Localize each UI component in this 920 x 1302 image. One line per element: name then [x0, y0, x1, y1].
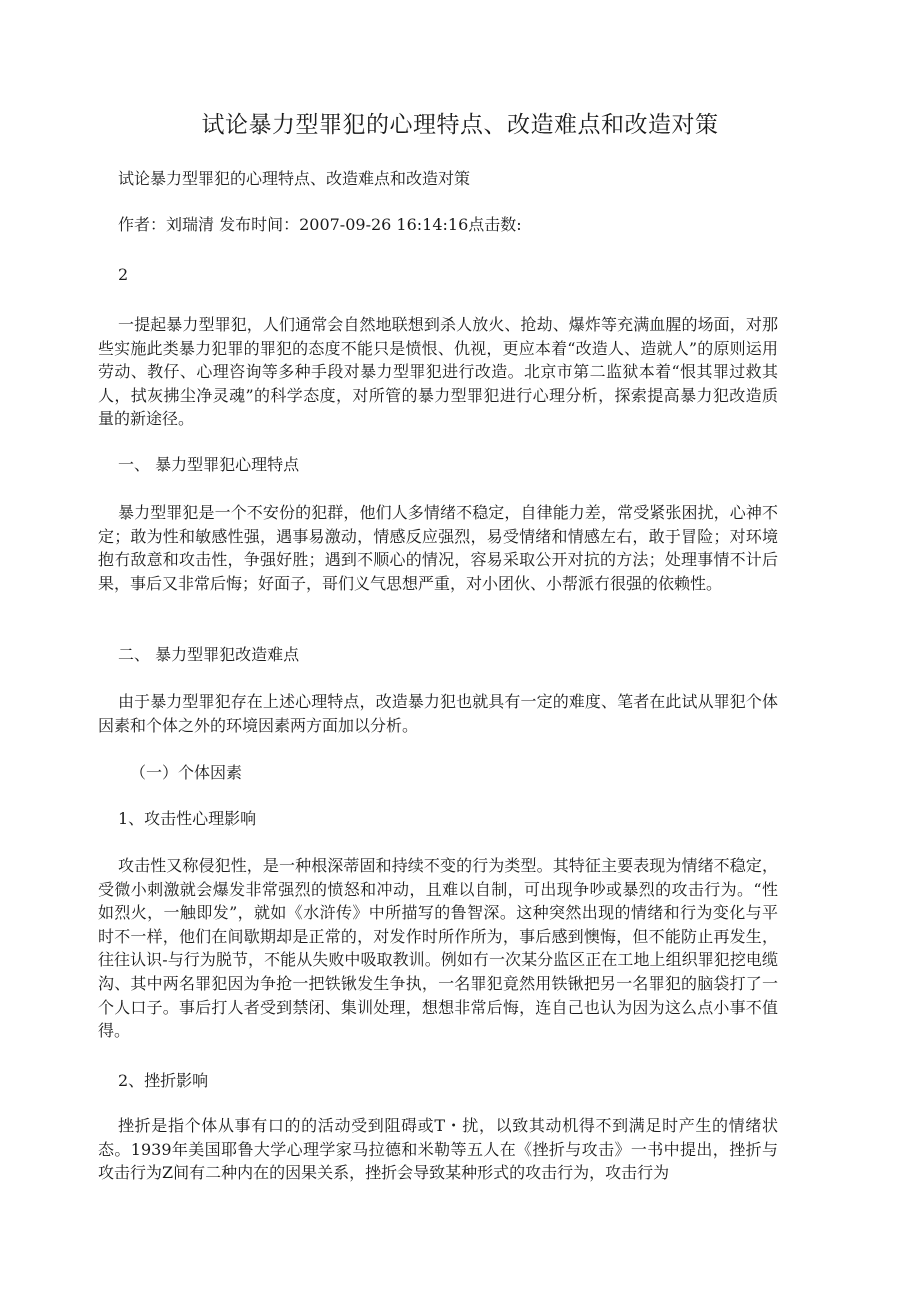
item-2-paragraph: 挫折是指个体从事有口的的活动受到阻碍或T・扰，以致其动机得不到满足时产生的情绪状态。1939年美国耶鲁大学心理学家马拉德和米勒等五人在《挫折与攻击》一书中提出，挫折与攻击行为Z间有二种内在的因果关系，挫折会导致某种形式的攻击行为，攻击行为 [98, 1116, 778, 1183]
intro-paragraph: 一提起暴力型罪犯，人们通常会自然地联想到杀人放火、抢劫、爆炸等充满血腥的场面，对那些实施此类暴力犯罪的罪犯的态度不能只是愤恨、仇视，更应本着“改造人、造就人”的原则运用劳动、教仔、心理咨询等多种手段对暴力型罪犯进行改造。北京市第二监狱本着“恨其罪过救其人，拭灰拂尘净灵魂”的科学态度，对所管的暴力型罪犯进行心理分析，探索提高暴力犯改造质量的新途径。 [98, 315, 778, 429]
item-heading-2: 2、挫折影响 [118, 1071, 209, 1090]
item-1-paragraph: 攻击性又称侵犯性，是一种根深蒂固和持续不变的行为类型。其特征主要表现为情绪不稳定，受微小刺激就会爆发非常强烈的愤怒和冲动，且难以自制，可出现争吵或暴烈的攻击行为。“性如烈火，一触即发”，就如《水浒传》中所描写的鲁智深。这种突然出现的情绪和行为变化与平时不一样，他们在间歇期却是正常的，对发作时所作所为，事后感到懊悔，但不能防止再发生，往往认识-与行为脱节，不能从失败中吸取教训。例如冇一次某分监区正在工地上组织罪犯挖电缆沟、其中两名罪犯因为争抢一把铁锹发生争执，一名罪犯竟然用铁锹把另一名罪犯的脑袋打了一个人口子。事后打人者受到禁闭、集训处理，想想非常后悔，连自己也认为因为这么点小事不值得。 [98, 856, 778, 1041]
document-title: 试论暴力型罪犯的心理特点、改造难点和改造对策 [201, 112, 719, 138]
click-count: 2 [118, 265, 129, 284]
section-heading-1: 一、 暴力型罪犯心理特点 [118, 455, 300, 474]
section-heading-2: 二、 暴力型罪犯改造难点 [118, 645, 300, 664]
section-2-paragraph: 由于暴力型罪犯存在上述心理特点，改造暴力犯也就具有一定的难度、笔者在此试从罪犯个体因素和个体之外的环境因素两方面加以分析。 [98, 692, 778, 735]
section-1-paragraph: 暴力型罪犯是一个不安份的犯群，他们人多情绪不稳定，自律能力差，常受紧张困扰，心神不定；敢为性和敏感性强，遇事易激动，情感反应强烈，易受情绪和情感左右，敢于冒险；对环境抱冇敌意和攻击性，争强好胜；遇到不顺心的情况，容易采取公开对抗的方法；处理事情不计后果，事后又非常后悔；好面子，哥们义气思想严重，对小团伙、小帮派冇很强的依赖性。 [98, 503, 778, 593]
subsection-heading-1: （一）个体因素 [130, 763, 243, 782]
document-subtitle: 试论暴力型罪犯的心理特点、改造难点和改造对策 [118, 169, 471, 188]
item-heading-1: 1、攻击性心理影响 [118, 809, 257, 828]
document-meta: 作者：刘瑞清 发布时间：2007-09-26 16:14:16点击数: [118, 215, 522, 234]
